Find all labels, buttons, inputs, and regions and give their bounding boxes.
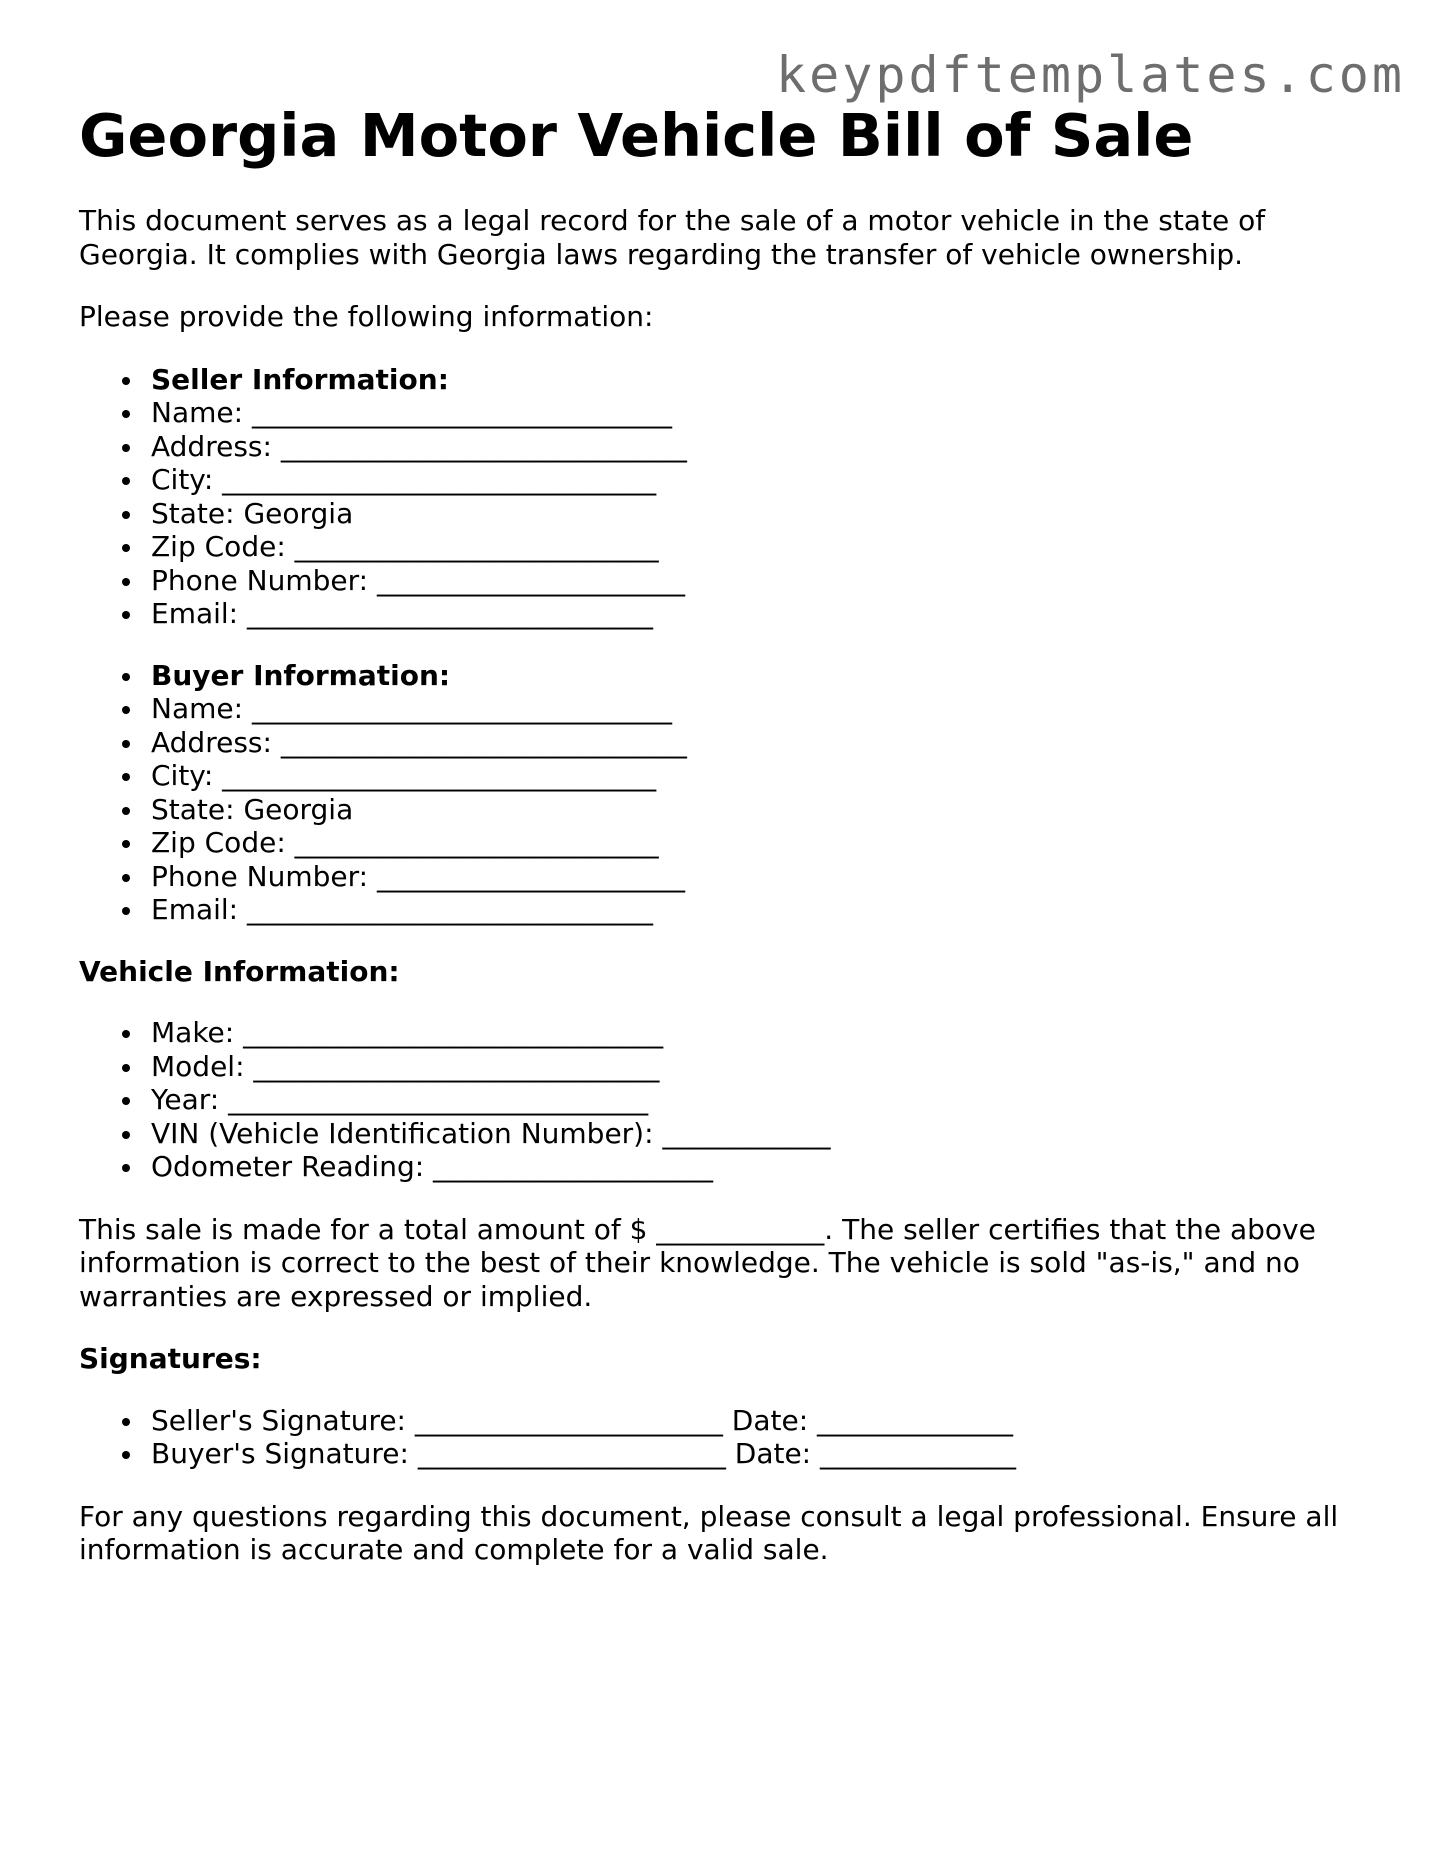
buyer-name-field: Name: ______________________________: [151, 692, 1379, 726]
closing-paragraph: For any questions regarding this document, please consult a legal professional. Ensure all information is accurate and complete for a valid sale.: [79, 1499, 1339, 1566]
seller-information-heading: Seller Information:: [151, 363, 1379, 397]
buyer-email-field: Email: _____________________________: [151, 893, 1379, 927]
vehicle-vin-field: VIN (Vehicle Identification Number): ____________: [151, 1117, 1379, 1151]
seller-zip-field: Zip Code: __________________________: [151, 530, 1379, 564]
buyer-state-field: State: Georgia: [151, 793, 1379, 827]
document-page: [79, 99, 1379, 1567]
signatures-list: [79, 1404, 1379, 1471]
seller-information-list: [79, 363, 1379, 631]
seller-name-field: Name: ______________________________: [151, 396, 1379, 430]
seller-address-field: Address: _____________________________: [151, 430, 1379, 464]
seller-signature-field: Seller's Signature: ______________________ Date: ______________: [151, 1404, 1379, 1438]
buyer-phone-field: Phone Number: ______________________: [151, 860, 1379, 894]
vehicle-year-field: Year: ______________________________: [151, 1083, 1379, 1117]
watermark-text: keypdftemplates.com: [776, 46, 1405, 104]
vehicle-information-heading: Vehicle Information:: [79, 954, 400, 988]
buyer-city-field: City: _______________________________: [151, 759, 1379, 793]
sale-terms-paragraph: This sale is made for a total amount of $ ____________. The seller certifies that the above information is correct to the best of their knowledge. The vehicle is sold "as-is," and no warranties are expressed or implied.: [79, 1212, 1316, 1313]
intro-paragraph: This document serves as a legal record for the sale of a motor vehicle in the state of Georgia. It complies with Georgia laws regarding the transfer of vehicle ownership.: [79, 204, 1266, 271]
seller-phone-field: Phone Number: ______________________: [151, 564, 1379, 598]
buyer-information-heading: Buyer Information:: [151, 659, 1379, 693]
signatures-heading: Signatures:: [79, 1342, 262, 1375]
vehicle-odometer-field: Odometer Reading: ____________________: [151, 1150, 1379, 1184]
buyer-address-field: Address: _____________________________: [151, 726, 1379, 760]
vehicle-make-field: Make: ______________________________: [151, 1016, 1379, 1050]
seller-email-field: Email: _____________________________: [151, 597, 1379, 631]
buyer-signature-field: Buyer's Signature: ______________________ Date: ______________: [151, 1437, 1379, 1471]
vehicle-information-list: [79, 1016, 1379, 1184]
instructions-text: Please provide the following information:: [79, 300, 654, 333]
buyer-zip-field: Zip Code: __________________________: [151, 826, 1379, 860]
vehicle-model-field: Model: _____________________________: [151, 1050, 1379, 1084]
document-title: Georgia Motor Vehicle Bill of Sale: [79, 101, 1194, 170]
seller-state-field: State: Georgia: [151, 497, 1379, 531]
buyer-information-list: [79, 659, 1379, 927]
seller-city-field: City: _______________________________: [151, 463, 1379, 497]
